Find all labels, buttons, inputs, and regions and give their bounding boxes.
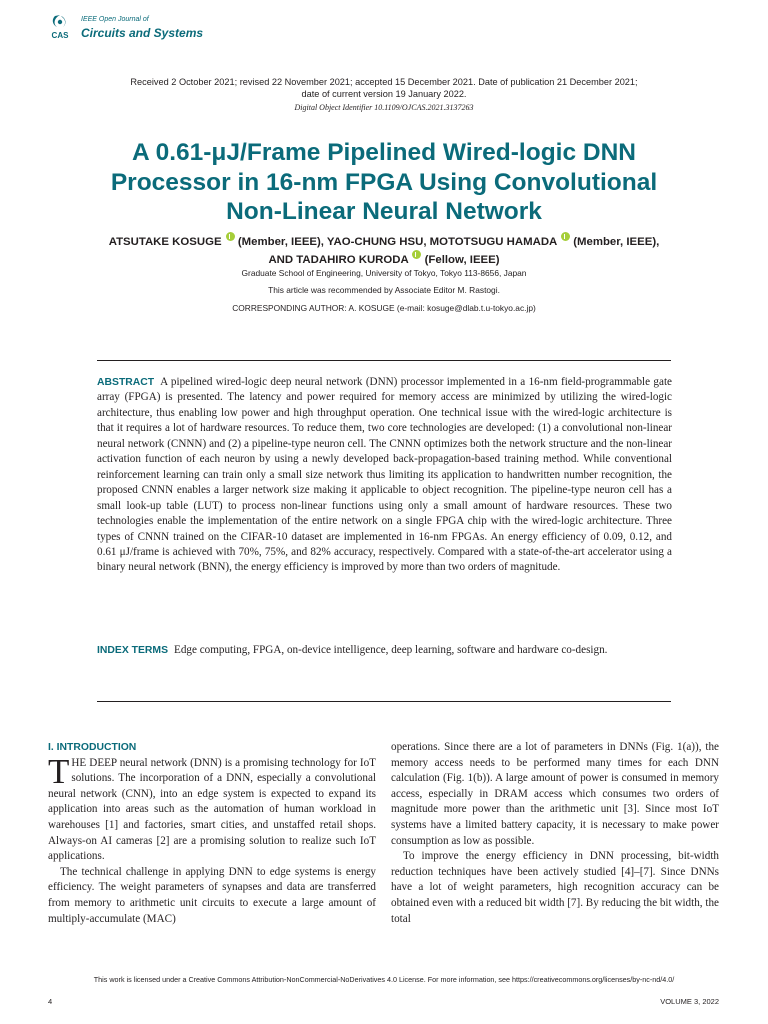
- drop-cap: T: [48, 751, 70, 791]
- index-terms: [97, 643, 672, 658]
- section-heading: I. INTRODUCTION: [48, 742, 137, 753]
- column-left: [48, 740, 376, 927]
- title-line-2: Processor in 16-nm FPGA Using Convolutional: [110, 168, 658, 196]
- index-terms-text: Edge computing, FPGA, on-device intelligence, deep learning, software and hardware co-design.: [174, 644, 608, 656]
- journal-subtitle: IEEE Open Journal of: [81, 16, 149, 23]
- abstract: [97, 375, 672, 576]
- page-number: 4: [48, 997, 53, 1006]
- divider: [97, 701, 671, 702]
- paragraph: The technical challenge in applying DNN to edge systems is energy efficiency. The weight parameters of synapses and data are transferred from memory to arithmetic unit circuits to execute a large amount of multiply-accumulate (MAC): [48, 865, 376, 925]
- orcid-icon[interactable]: [561, 232, 570, 241]
- affiliation: Graduate School of Engineering, University of Tokyo, Tokyo 113-8656, Japan: [241, 268, 527, 278]
- column-right: [391, 740, 719, 927]
- paper-title: [0, 138, 768, 227]
- author-role: (Member, IEEE),: [573, 236, 660, 248]
- logo-text: CAS: [51, 31, 69, 40]
- author-list: [0, 232, 768, 268]
- license-notice: This work is licensed under a Creative Commons Attribution-NonCommercial-NoDerivatives 4.0 License. For more information, see https://creativecommons.org/licenses/by-nc-nd/4.0/: [93, 975, 675, 984]
- cas-logo: [47, 13, 73, 43]
- paragraph-text: HE DEEP neural network (DNN) is a promising technology for IoT solutions. The incorporation of a DNN, especially a convolutional neural network (CNN), into an edge system is expected to expand its application into areas such as the automation of human workload in warehouses [1] and factories, smart cities, and unstaffed retail shops. Always-on AI cameras [2] are a promising solution to realize such IoT applications.: [48, 756, 376, 863]
- author-name: AND TADAHIRO KURODA: [268, 254, 409, 266]
- doi: Digital Object Identifier 10.1109/OJCAS.2021.3137263: [294, 103, 474, 112]
- index-terms-label: INDEX TERMS: [97, 645, 169, 656]
- orcid-icon[interactable]: [412, 250, 421, 259]
- received-line-1: Received 2 October 2021; revised 22 November 2021; accepted 15 December 2021. Date of publication 21 December 2021;: [130, 77, 638, 87]
- editor-note: This article was recommended by Associate Editor M. Rastogi.: [268, 285, 500, 295]
- publication-dates: [0, 76, 768, 100]
- journal-header: [47, 13, 247, 45]
- author-role: (Member, IEEE), YAO-CHUNG HSU, MOTOTSUGU HAMADA: [237, 236, 557, 248]
- volume-info: VOLUME 3, 2022: [660, 997, 719, 1006]
- author-role: (Fellow, IEEE): [424, 254, 500, 266]
- paragraph: [48, 751, 376, 865]
- corresponding-author: CORRESPONDING AUTHOR: A. KOSUGE (e-mail: kosuge@dlab.t.u-tokyo.ac.jp): [232, 303, 536, 313]
- orcid-icon[interactable]: [226, 232, 235, 241]
- paragraph: operations. Since there are a lot of parameters in DNNs (Fig. 1(a)), the memory access needs to be performed many times for each DNN calculation (Fig. 1(b)). A large amount of power is consumed in memory access, especially in DRAM access which consumes two orders of magnitude more power than the arithmetic unit [3]. Since most IoT systems have a limited battery capacity, it is necessary to make power consumption as low as possible.: [391, 741, 719, 847]
- paragraph: To improve the energy efficiency in DNN processing, bit-width reduction techniques have been actively studied [4]–[7]. Since DNNs have a lot of weight parameters, high recognition accuracy can be obtained even with a reduced bit width [7]. By reducing the bit width, the total: [391, 850, 719, 925]
- received-line-2: date of current version 19 January 2022.: [301, 89, 467, 99]
- title-line-1: A 0.61-μJ/Frame Pipelined Wired-logic DNN: [132, 139, 636, 166]
- abstract-text: A pipelined wired-logic deep neural network (DNN) processor implemented in a 16-nm field-programmable gate array (FPGA) is presented. The latency and power required for memory access are minimized by utilizing the wired-logic architecture, thus enabling low power and high throughput operation. One technical issue with the wired-logic architecture is that it requires a lot of hardware resources. To reduce them, two core technologies are developed: (1) a convolutional non-linear neural network (CNNN) and (2) a pipeline-type neuron cell. The CNNN optimizes both the network structure and the non-linear activation function of each neuron by using a newly developed back-propagation-based training method. While conventional reinforcement learning can train only a small size network thus limiting its application to handwritten number recognition, the proposed CNNN enables a larger network size making it applicable to object recognition. The pipeline-type neuron cell has a small look-up table (LUT) to process non-linear functions using only a small amount of hardware resources. These two technologies enable the implementation of the entire network on a single FPGA chip with the wired-logic architecture. Three types of CNNN trained on the CIFAR-10 dataset are implemented in 16-nm FPGAs. An energy efficiency of 0.09, 0.12, and 0.61 μJ/frame is achieved with 70%, 75%, and 82% accuracy, respectively. Compared with a state-of-the-art accelerator using a binary neural network (BNN), the energy efficiency is improved by more than two orders of magnitude.: [97, 376, 672, 574]
- divider: [97, 360, 671, 361]
- author-name: ATSUTAKE KOSUGE: [108, 236, 222, 248]
- journal-name: Circuits and Systems: [81, 26, 204, 40]
- abstract-label: ABSTRACT: [97, 377, 155, 388]
- title-line-3: Non-Linear Neural Network: [226, 198, 542, 225]
